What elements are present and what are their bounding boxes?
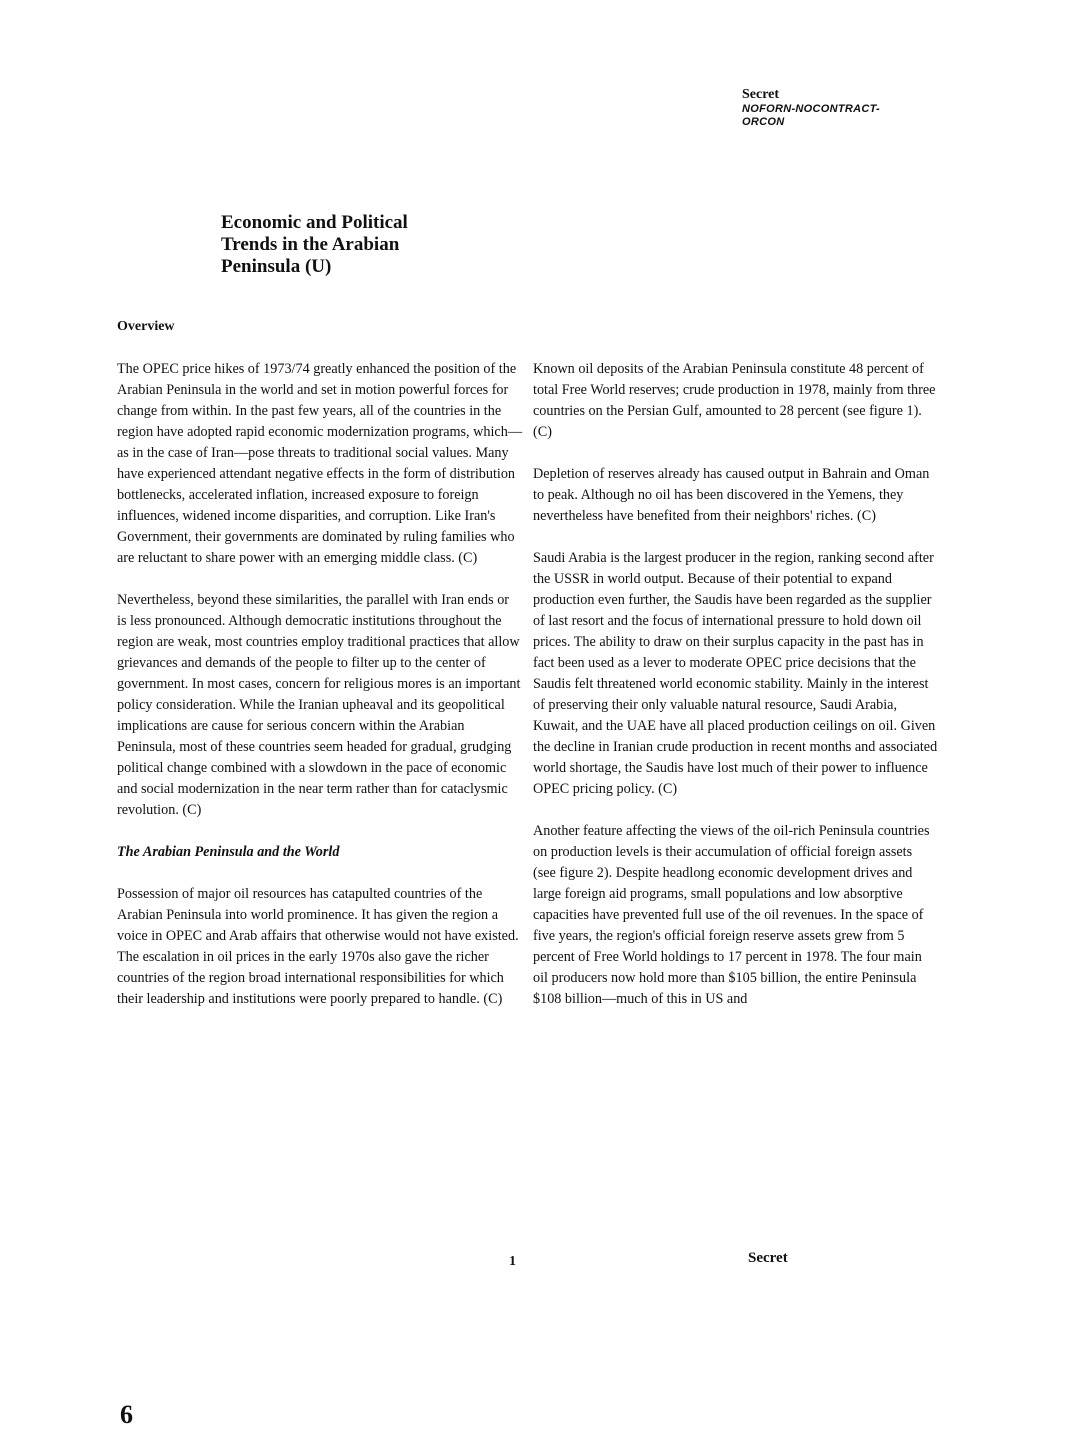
caveat-line-2: ORCON xyxy=(742,116,785,128)
right-paragraph-3: Saudi Arabia is the largest producer in the region, ranking second after the USSR in world output. Because of their potential to expand production even further, the Saudis have been regarded as the supplier of last resort and the focus of international pressure to hold down oil prices. The ability to draw on their surplus capacity in the past has in fact been used as a lever to moderate OPEC price decisions that the Saudis felt threatened world economic stability. Mainly in the interest of preserving their only valuable natural resource, Saudi Arabia, Kuwait, and the UAE have all placed production ceilings on oil. Given the decline in Iranian crude production in recent months and associated world shortage, the Saudis have lost much of their power to influence OPEC pricing policy. (C) xyxy=(533,550,938,797)
right-paragraph-4: Another feature affecting the views of the oil-rich Peninsula countries on production levels is their accumulation of official foreign assets (see figure 2). Despite headlong economic development drives and large foreign aid programs, small populations and low absorptive capacities have prevented full use of the oil revenues. In the space of five years, the region's official foreign reserve assets grew from 5 percent of Free World holdings to 17 percent in 1978. The four main oil producers now hold more than $105 billion, the entire Peninsula $108 billion—much of this in US and xyxy=(533,823,930,1007)
right-paragraph-1: Known oil deposits of the Arabian Peninsula constitute 48 percent of total Free World reserves; crude production in 1978, mainly from three countries on the Persian Gulf, amounted to 28 percent (see figure 1). (C) xyxy=(533,361,936,440)
title-line-3: Peninsula (U) xyxy=(221,256,332,277)
document-title xyxy=(221,212,481,278)
overview-heading: Overview xyxy=(117,319,175,334)
title-line-2: Trends in the Arabian xyxy=(221,234,400,255)
caveat-line-1: NOFORN-NOCONTRACT- xyxy=(742,103,880,115)
left-paragraph-3: Possession of major oil resources has catapulted countries of the Arabian Peninsula into world prominence. It has given the region a voice in OPEC and Arab affairs that otherwise would not have existed. The escalation in oil prices in the early 1970s also gave the richer countries of the region broad international responsibilities for which their leadership and institutions were poorly prepared to handle. (C) xyxy=(117,886,519,1007)
classification-block xyxy=(742,86,992,129)
left-paragraph-1: The OPEC price hikes of 1973/74 greatly enhanced the position of the Arabian Peninsula in the world and set in motion powerful forces for change from within. In the past few years, all of the countries in the region have adopted rapid economic modernization programs, which—as in the case of Iran—pose threats to traditional social values. Many have experienced attendant negative effects in the form of distribution bottlenecks, accelerated inflation, increased exposure to foreign influences, widened income disparities, and corruption. Like Iran's Government, their governments are dominated by ruling families who are reluctant to share power with an emerging middle class. (C) xyxy=(117,361,523,566)
left-column xyxy=(117,359,522,1031)
footer-classification: Secret xyxy=(748,1250,788,1266)
right-paragraph-2: Depletion of reserves already has caused output in Bahrain and Oman to peak. Although no oil has been discovered in the Yemens, they nevertheless have benefited from their neighbors' riches. (C) xyxy=(533,466,930,524)
title-line-1: Economic and Political xyxy=(221,212,408,233)
left-paragraph-2: Nevertheless, beyond these similarities, the parallel with Iran ends or is less pronounced. Although democratic institutions throughout the region are weak, most countries employ traditional practices that allow grievances and demands of the people to filter up to the center of government. In most cases, concern for religious mores is an important policy consideration. While the Iranian upheaval and its geopolitical implications are cause for serious concern within the Arabian Peninsula, most of these countries seem headed for gradual, grudging political change combined with a slowdown in the pace of economic and social modernization in the near term rather than for cataclysmic revolution. (C) xyxy=(117,592,521,818)
page-number: 1 xyxy=(509,1254,516,1269)
folio-number: 6 xyxy=(120,1400,133,1429)
right-column xyxy=(533,359,938,1010)
section-subheading: The Arabian Peninsula and the World xyxy=(117,844,340,860)
classification-label: Secret xyxy=(742,87,780,102)
